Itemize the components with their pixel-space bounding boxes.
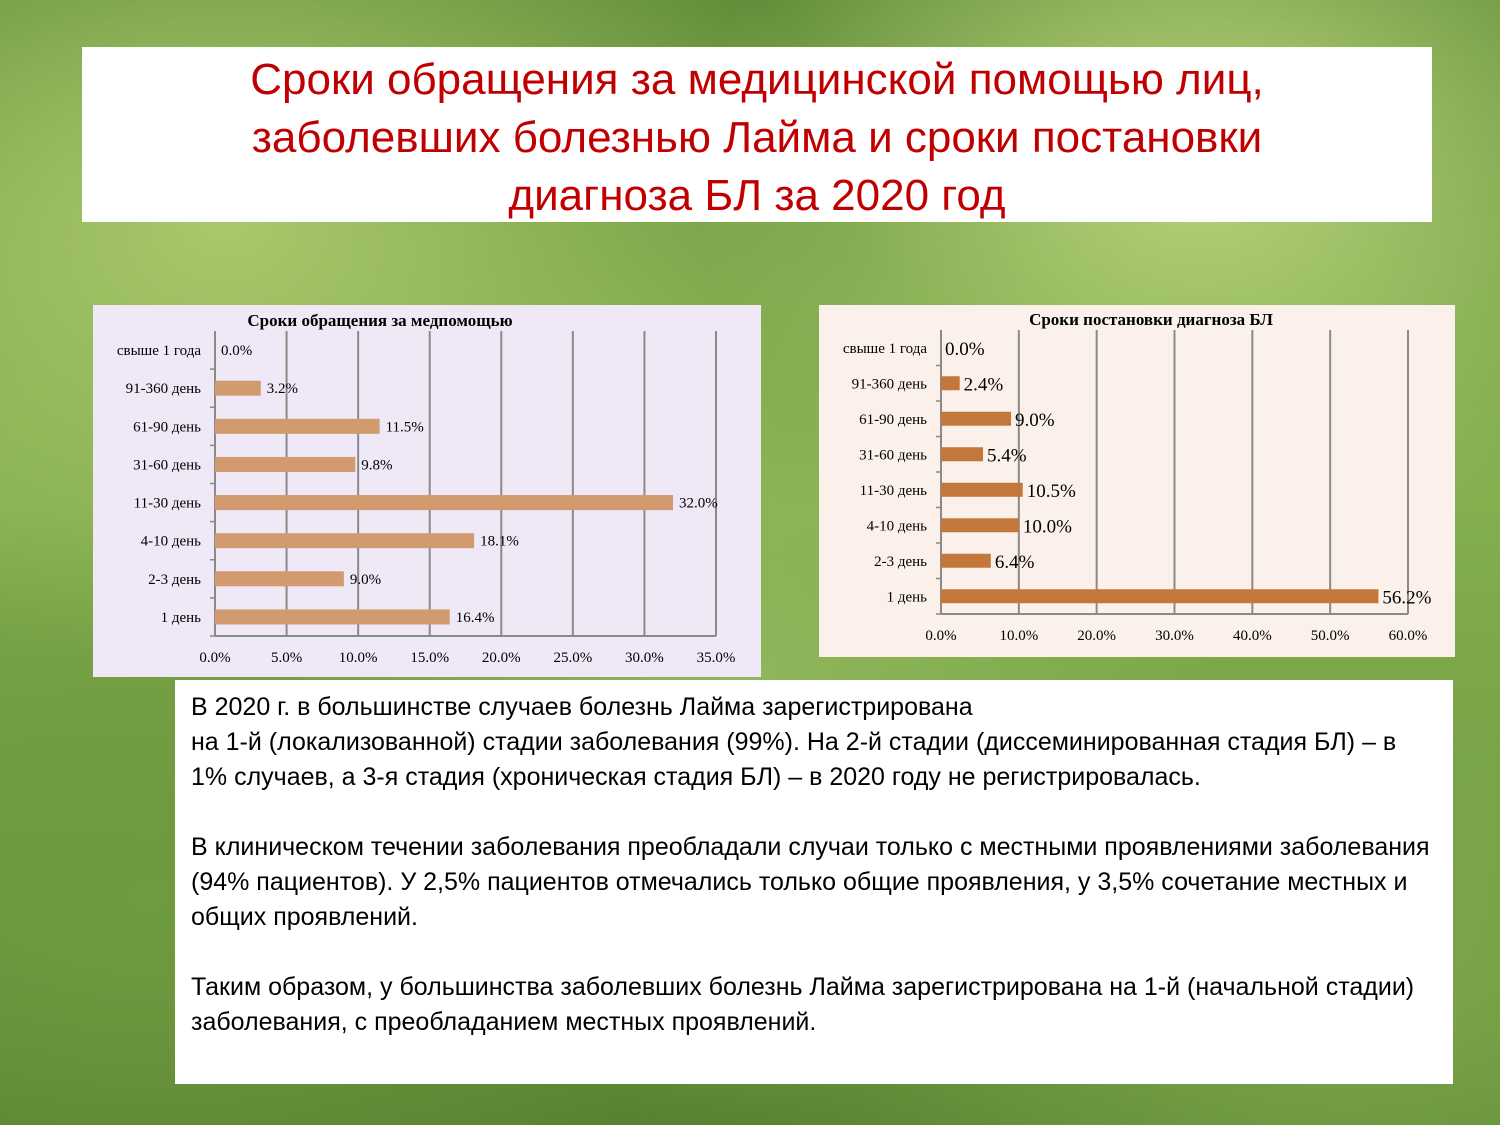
data-label: 18.1% [480, 533, 519, 550]
category-label: 11-30 день [133, 495, 201, 512]
x-tick-label: 15.0% [410, 650, 450, 666]
chart-title: Сроки постановки диагноза БЛ [1029, 310, 1273, 329]
x-tick-label: 35.0% [696, 650, 736, 666]
bar [941, 376, 960, 390]
category-label: 4-10 день [140, 533, 201, 550]
category-label: 61-90 день [133, 419, 201, 436]
x-tick-label: 50.0% [1310, 628, 1350, 644]
category-label: 11-30 день [859, 482, 927, 499]
x-tick-label: 30.0% [625, 650, 664, 666]
category-label: 1 день [160, 609, 201, 626]
bar [941, 412, 1011, 426]
chart-diagnosis-timing-svg [819, 305, 1455, 657]
category-label: 61-90 день [859, 411, 927, 428]
bar [215, 381, 261, 396]
chart-medical-visit-timing-svg [93, 305, 761, 677]
data-label: 10.5% [1026, 480, 1076, 502]
bar [941, 518, 1019, 532]
x-tick-label: 30.0% [1155, 628, 1194, 644]
category-label: 4-10 день [866, 518, 927, 535]
category-label: 91-360 день [851, 376, 927, 393]
bar [215, 457, 355, 472]
data-label: 0.0% [945, 338, 985, 360]
data-label: 5.4% [987, 445, 1027, 467]
x-tick-label: 0.0% [199, 650, 231, 666]
data-label: 56.2% [1382, 587, 1432, 609]
bar [215, 419, 380, 434]
slide-title-line-3: диагноза БЛ за 2020 год [508, 171, 1006, 220]
data-label: 3.2% [266, 381, 299, 398]
category-label: свыше 1 года [116, 343, 201, 360]
chart-diagnosis-timing [819, 305, 1455, 657]
bar [215, 533, 474, 548]
chart-title: Сроки обращения за медпомощью [247, 311, 513, 330]
summary-paragraph-3: Таким образом, у большинства заболевших болезнь Лайма зарегистрирована на 1-й (начальной стадии) заболевания, с преобладанием местных проявлений. [191, 973, 1415, 1036]
slide-title-line-2: заболевших болезнью Лайма и сроки постановки [251, 113, 1263, 162]
x-tick-label: 10.0% [338, 650, 378, 666]
slide-title-line-1: Сроки обращения за медицинской помощью лиц, [250, 55, 1264, 104]
category-label: 91-360 день [125, 381, 201, 398]
category-label: 31-60 день [859, 447, 927, 464]
x-tick-label: 40.0% [1232, 628, 1272, 644]
bar [941, 554, 991, 568]
x-tick-label: 20.0% [481, 650, 521, 666]
summary-paragraph-1: В 2020 г. в большинстве случаев болезнь Лайма зарегистрирована на 1-й (локализованной) стадии заболевания (99%). На 2-й стадии (диссеминированная стадия БЛ) – в 1% случаев, а 3-я стадия (хроническая стадия БЛ) – в 2020 году не регистрировалась. [191, 693, 1397, 791]
x-tick-label: 60.0% [1388, 628, 1428, 644]
data-label: 32.0% [679, 495, 718, 512]
data-label: 9.0% [1015, 409, 1055, 431]
category-label: 1 день [886, 589, 927, 606]
x-tick-label: 25.0% [553, 650, 593, 666]
bar [941, 483, 1023, 497]
bar [215, 495, 673, 510]
bar [215, 571, 344, 586]
data-label: 6.4% [994, 551, 1035, 573]
data-label: 9.0% [349, 571, 382, 588]
category-label: свыше 1 года [842, 340, 927, 357]
summary-text-box [175, 680, 1453, 1084]
data-label: 2.4% [963, 374, 1004, 396]
x-tick-label: 10.0% [999, 628, 1039, 644]
data-label: 11.5% [385, 419, 424, 436]
x-tick-label: 20.0% [1077, 628, 1117, 644]
data-label: 9.8% [361, 457, 393, 474]
x-tick-label: 5.0% [270, 650, 303, 666]
data-label: 0.0% [221, 343, 253, 360]
chart-medical-visit-timing [93, 305, 761, 677]
category-label: 31-60 день [133, 457, 201, 474]
category-label: 2-3 день [148, 571, 201, 588]
slide-title [82, 47, 1432, 222]
category-label: 2-3 день [874, 553, 927, 570]
data-label: 16.4% [455, 609, 495, 626]
bar [215, 609, 450, 624]
bar [941, 589, 1378, 603]
data-label: 10.0% [1022, 516, 1072, 538]
x-tick-label: 0.0% [925, 628, 957, 644]
bar [941, 447, 983, 461]
summary-paragraph-2: В клиническом течении заболевания преобладали случаи только с местными проявлениями заболевания (94% пациентов). У 2,5% пациентов отмечались только общие проявления, у 3,5% сочетание местных и общих проявлений. [191, 833, 1430, 931]
